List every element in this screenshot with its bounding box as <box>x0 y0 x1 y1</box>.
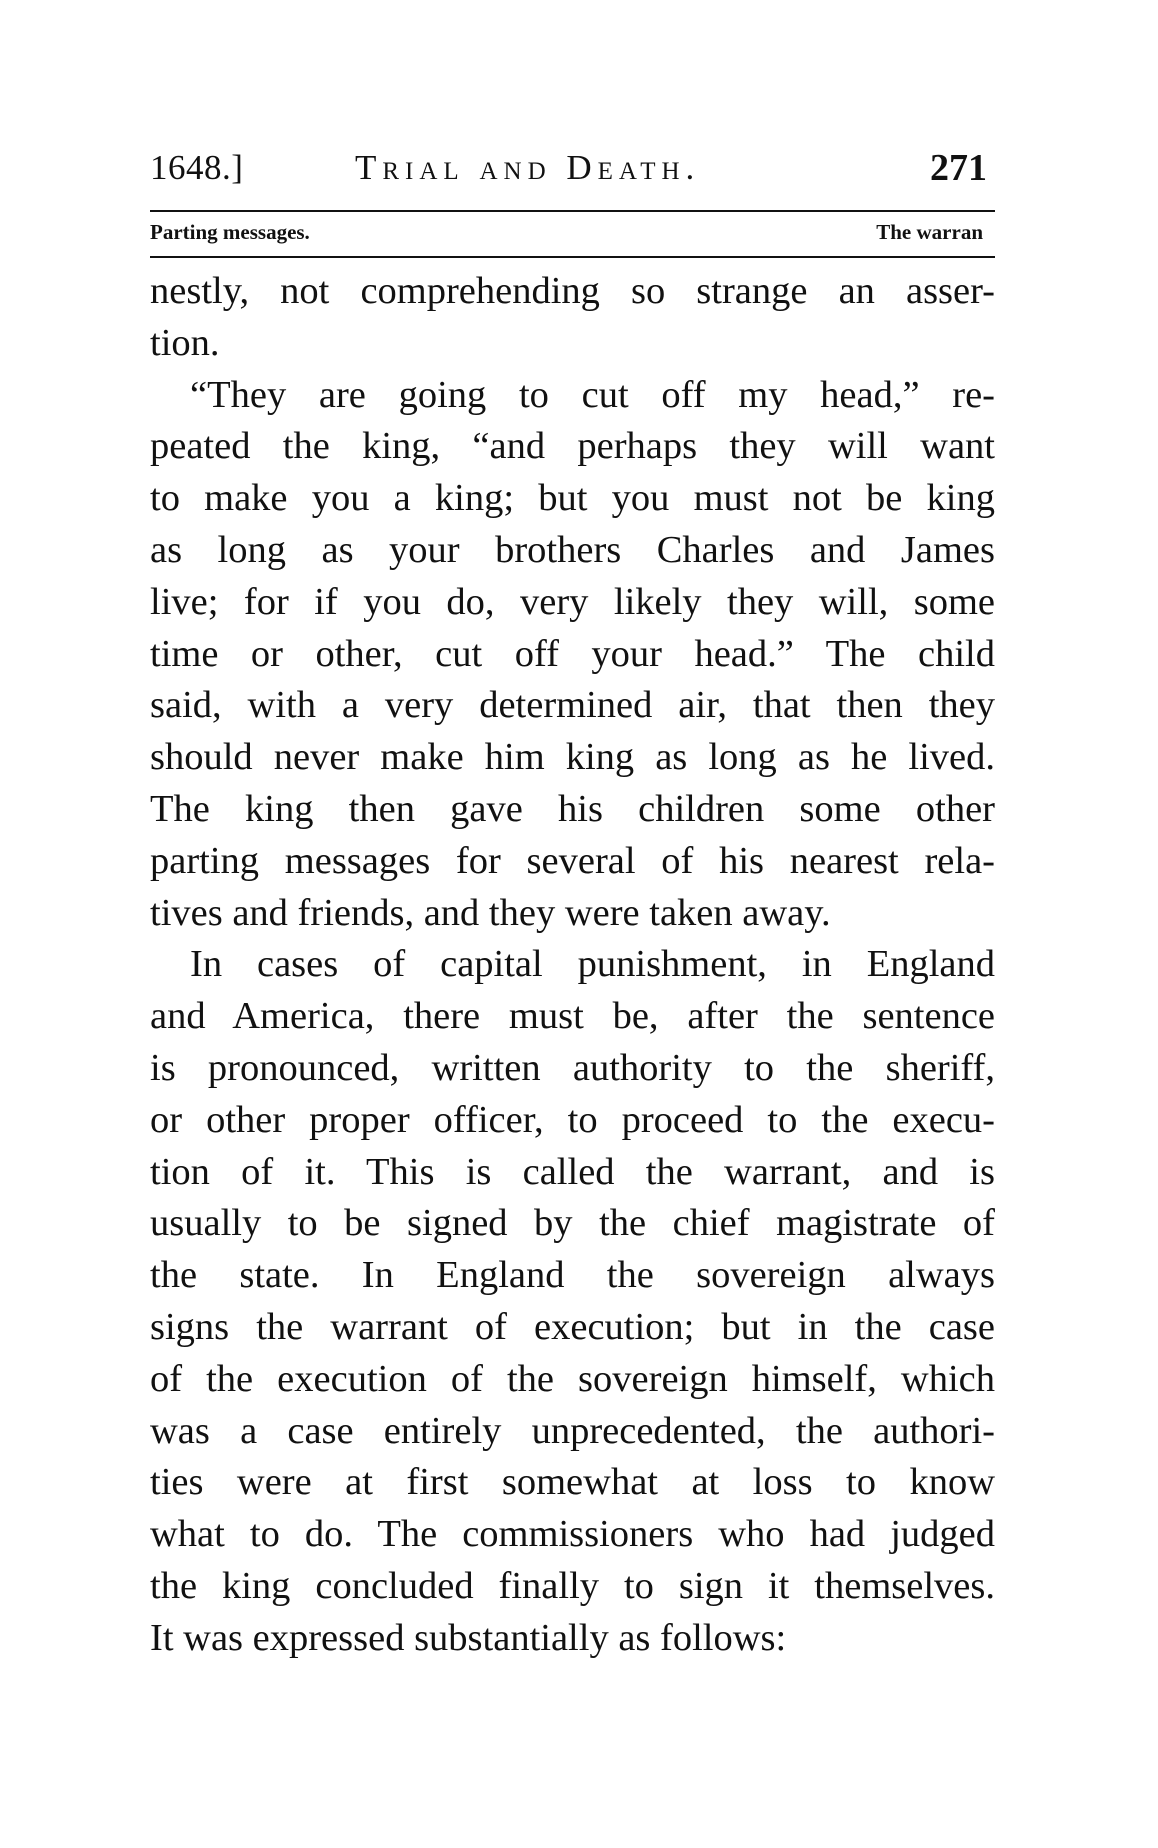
text-line: what to do. The commissioners who had judged <box>150 1513 995 1556</box>
text-line: “They are going to cut off my head,” re- <box>190 373 995 416</box>
header-rule-bottom <box>150 256 995 258</box>
text-line: tion. <box>150 321 220 364</box>
text-line: time or other, cut off your head.” The child <box>150 632 995 675</box>
text-line: the king concluded finally to sign it themselves. <box>150 1564 995 1607</box>
page-number: 271 <box>930 147 987 189</box>
header-title: Trial and Death. <box>355 148 701 187</box>
text-line: or other proper officer, to proceed to the execu- <box>150 1098 995 1141</box>
text-line: parting messages for several of his nearest rela- <box>150 839 995 882</box>
text-line: The king then gave his children some other <box>150 787 995 830</box>
text-line: tion of it. This is called the warrant, and is <box>150 1150 995 1193</box>
text-line: In cases of capital punishment, in England <box>190 943 995 986</box>
text-line: to make you a king; but you must not be king <box>150 477 995 520</box>
text-line: and America, there must be, after the sentence <box>150 995 995 1038</box>
text-line: of the execution of the sovereign himself, which <box>150 1357 995 1400</box>
body-text <box>150 266 995 1665</box>
text-line: It was expressed substantially as follows: <box>150 1616 787 1659</box>
text-line: peated the king, “and perhaps they will want <box>150 425 995 468</box>
text-line: should never make him king as long as he lived. <box>150 736 995 779</box>
text-line: tives and friends, and they were taken away. <box>150 891 831 934</box>
text-line: usually to be signed by the chief magistrate of <box>150 1202 995 1245</box>
header-year: 1648.] <box>150 148 244 187</box>
text-line: was a case entirely unprecedented, the authori- <box>150 1409 995 1452</box>
text-line: said, with a very determined air, that then they <box>150 684 995 727</box>
text-line: is pronounced, written authority to the sheriff, <box>150 1046 995 1089</box>
sidenote-right: The warran <box>876 220 983 244</box>
text-line: nestly, not comprehending so strange an asser- <box>150 270 995 312</box>
sidenote-left: Parting messages. <box>150 220 310 244</box>
text-line: signs the warrant of execution; but in the case <box>150 1305 995 1348</box>
text-line: live; for if you do, very likely they will, some <box>150 580 995 623</box>
text-line: as long as your brothers Charles and James <box>150 528 995 571</box>
text-line: ties were at first somewhat at loss to know <box>150 1461 995 1504</box>
header-rule-top <box>150 210 995 212</box>
running-head <box>150 148 995 204</box>
text-line: the state. In England the sovereign always <box>150 1254 995 1297</box>
